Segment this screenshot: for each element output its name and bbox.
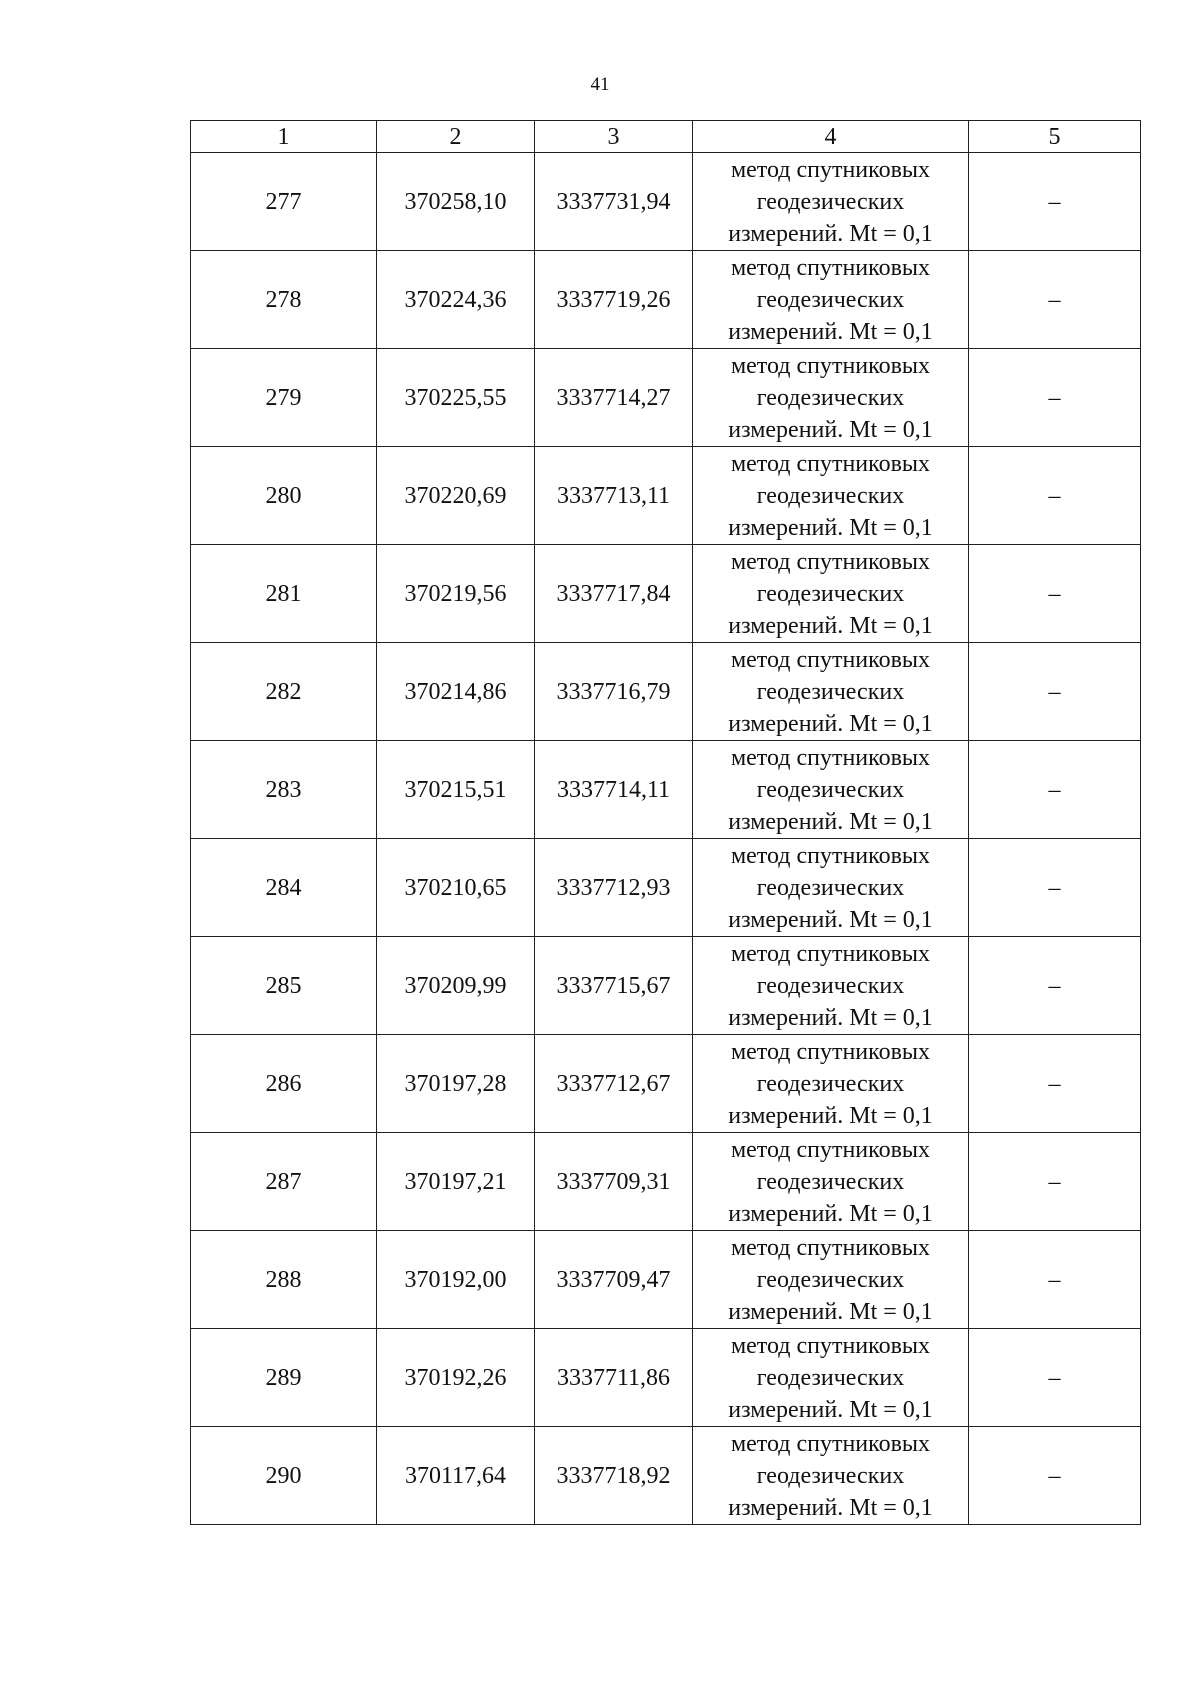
method-line: геодезических [756,1364,905,1391]
method-cell [693,251,969,349]
x-coordinate-cell: 370209,99 [377,937,535,1035]
method-cell [693,1329,969,1427]
x-coordinate-cell: 370258,10 [377,153,535,251]
method-line: измерений. Mt = 0,1 [728,318,933,345]
note-cell: – [969,1133,1141,1231]
method-line: метод спутниковых [730,156,931,183]
method-line: метод спутниковых [730,1038,931,1065]
x-coordinate-cell: 370210,65 [377,839,535,937]
point-number-cell: 290 [191,1427,377,1525]
method-line: измерений. Mt = 0,1 [728,808,933,835]
table-row [191,153,1141,251]
method-line: измерений. Mt = 0,1 [728,1396,933,1423]
point-number-cell: 279 [191,349,377,447]
note-cell: – [969,447,1141,545]
table-row [191,545,1141,643]
table-row [191,1231,1141,1329]
note-cell: – [969,251,1141,349]
point-number-cell: 287 [191,1133,377,1231]
x-coordinate-cell: 370219,56 [377,545,535,643]
method-cell [693,1133,969,1231]
x-coordinate-cell: 370117,64 [377,1427,535,1525]
y-coordinate-cell: 3337714,11 [535,741,693,839]
column-header-2: 2 [377,121,535,153]
method-line: геодезических [756,972,905,999]
method-line: измерений. Mt = 0,1 [728,1200,933,1227]
y-coordinate-cell: 3337719,26 [535,251,693,349]
y-coordinate-cell: 3337715,67 [535,937,693,1035]
x-coordinate-cell: 370192,26 [377,1329,535,1427]
method-line: геодезических [756,1266,905,1293]
method-line: измерений. Mt = 0,1 [728,514,933,541]
point-number-cell: 286 [191,1035,377,1133]
note-cell: – [969,937,1141,1035]
table-row [191,251,1141,349]
method-line: геодезических [756,1462,905,1489]
y-coordinate-cell: 3337716,79 [535,643,693,741]
note-cell: – [969,839,1141,937]
table-row [191,741,1141,839]
point-number-cell: 288 [191,1231,377,1329]
point-number-cell: 281 [191,545,377,643]
method-line: геодезических [756,678,905,705]
x-coordinate-cell: 370197,28 [377,1035,535,1133]
method-line: геодезических [756,1168,905,1195]
point-number-cell: 277 [191,153,377,251]
table-row [191,349,1141,447]
method-line: геодезических [756,482,905,509]
method-line: метод спутниковых [730,940,931,967]
y-coordinate-cell: 3337731,94 [535,153,693,251]
method-cell [693,1035,969,1133]
method-line: метод спутниковых [730,1234,931,1261]
note-cell: – [969,643,1141,741]
y-coordinate-cell: 3337709,31 [535,1133,693,1231]
x-coordinate-cell: 370215,51 [377,741,535,839]
note-cell: – [969,741,1141,839]
y-coordinate-cell: 3337711,86 [535,1329,693,1427]
x-coordinate-cell: 370220,69 [377,447,535,545]
note-cell: – [969,1231,1141,1329]
method-line: метод спутниковых [730,254,931,281]
method-line: метод спутниковых [730,842,931,869]
x-coordinate-cell: 370224,36 [377,251,535,349]
x-coordinate-cell: 370192,00 [377,1231,535,1329]
y-coordinate-cell: 3337713,11 [535,447,693,545]
method-cell [693,1231,969,1329]
method-line: измерений. Mt = 0,1 [728,416,933,443]
y-coordinate-cell: 3337709,47 [535,1231,693,1329]
note-cell: – [969,153,1141,251]
note-cell: – [969,545,1141,643]
point-number-cell: 278 [191,251,377,349]
method-cell [693,545,969,643]
method-line: измерений. Mt = 0,1 [728,1004,933,1031]
table-row [191,1035,1141,1133]
table-row [191,839,1141,937]
method-line: метод спутниковых [730,744,931,771]
method-cell [693,1427,969,1525]
method-line: измерений. Mt = 0,1 [728,612,933,639]
table-row [191,447,1141,545]
method-cell [693,349,969,447]
y-coordinate-cell: 3337712,93 [535,839,693,937]
method-line: измерений. Mt = 0,1 [728,710,933,737]
method-line: метод спутниковых [730,352,931,379]
column-header-3: 3 [535,121,693,153]
table-row [191,1133,1141,1231]
table-row [191,937,1141,1035]
x-coordinate-cell: 370225,55 [377,349,535,447]
column-header-5: 5 [969,121,1141,153]
method-line: измерений. Mt = 0,1 [728,220,933,247]
point-number-cell: 285 [191,937,377,1035]
method-line: геодезических [756,384,905,411]
method-cell [693,839,969,937]
method-line: метод спутниковых [730,1136,931,1163]
table-row [191,643,1141,741]
column-header-4: 4 [693,121,969,153]
y-coordinate-cell: 3337714,27 [535,349,693,447]
method-line: измерений. Mt = 0,1 [728,1298,933,1325]
method-line: метод спутниковых [730,1332,931,1359]
table-row [191,1329,1141,1427]
method-line: геодезических [756,188,905,215]
table-body [191,153,1141,1525]
method-line: геодезических [756,580,905,607]
method-line: метод спутниковых [730,646,931,673]
method-cell [693,153,969,251]
column-header-1: 1 [191,121,377,153]
note-cell: – [969,349,1141,447]
x-coordinate-cell: 370197,21 [377,1133,535,1231]
method-line: метод спутниковых [730,1430,931,1457]
method-line: геодезических [756,874,905,901]
page-number: 41 [590,74,610,95]
method-line: геодезических [756,1070,905,1097]
method-line: метод спутниковых [730,450,931,477]
y-coordinate-cell: 3337712,67 [535,1035,693,1133]
method-cell [693,447,969,545]
y-coordinate-cell: 3337717,84 [535,545,693,643]
method-cell [693,643,969,741]
coordinates-table [190,120,1141,1525]
point-number-cell: 284 [191,839,377,937]
method-line: измерений. Mt = 0,1 [728,1102,933,1129]
method-line: метод спутниковых [730,548,931,575]
point-number-cell: 280 [191,447,377,545]
method-cell [693,937,969,1035]
y-coordinate-cell: 3337718,92 [535,1427,693,1525]
table-row [191,1427,1141,1525]
note-cell: – [969,1035,1141,1133]
point-number-cell: 283 [191,741,377,839]
point-number-cell: 282 [191,643,377,741]
method-line: геодезических [756,286,905,313]
note-cell: – [969,1427,1141,1525]
method-line: геодезических [756,776,905,803]
x-coordinate-cell: 370214,86 [377,643,535,741]
method-cell [693,741,969,839]
note-cell: – [969,1329,1141,1427]
method-line: измерений. Mt = 0,1 [728,1494,933,1521]
point-number-cell: 289 [191,1329,377,1427]
method-line: измерений. Mt = 0,1 [728,906,933,933]
table-header-row [191,121,1141,153]
